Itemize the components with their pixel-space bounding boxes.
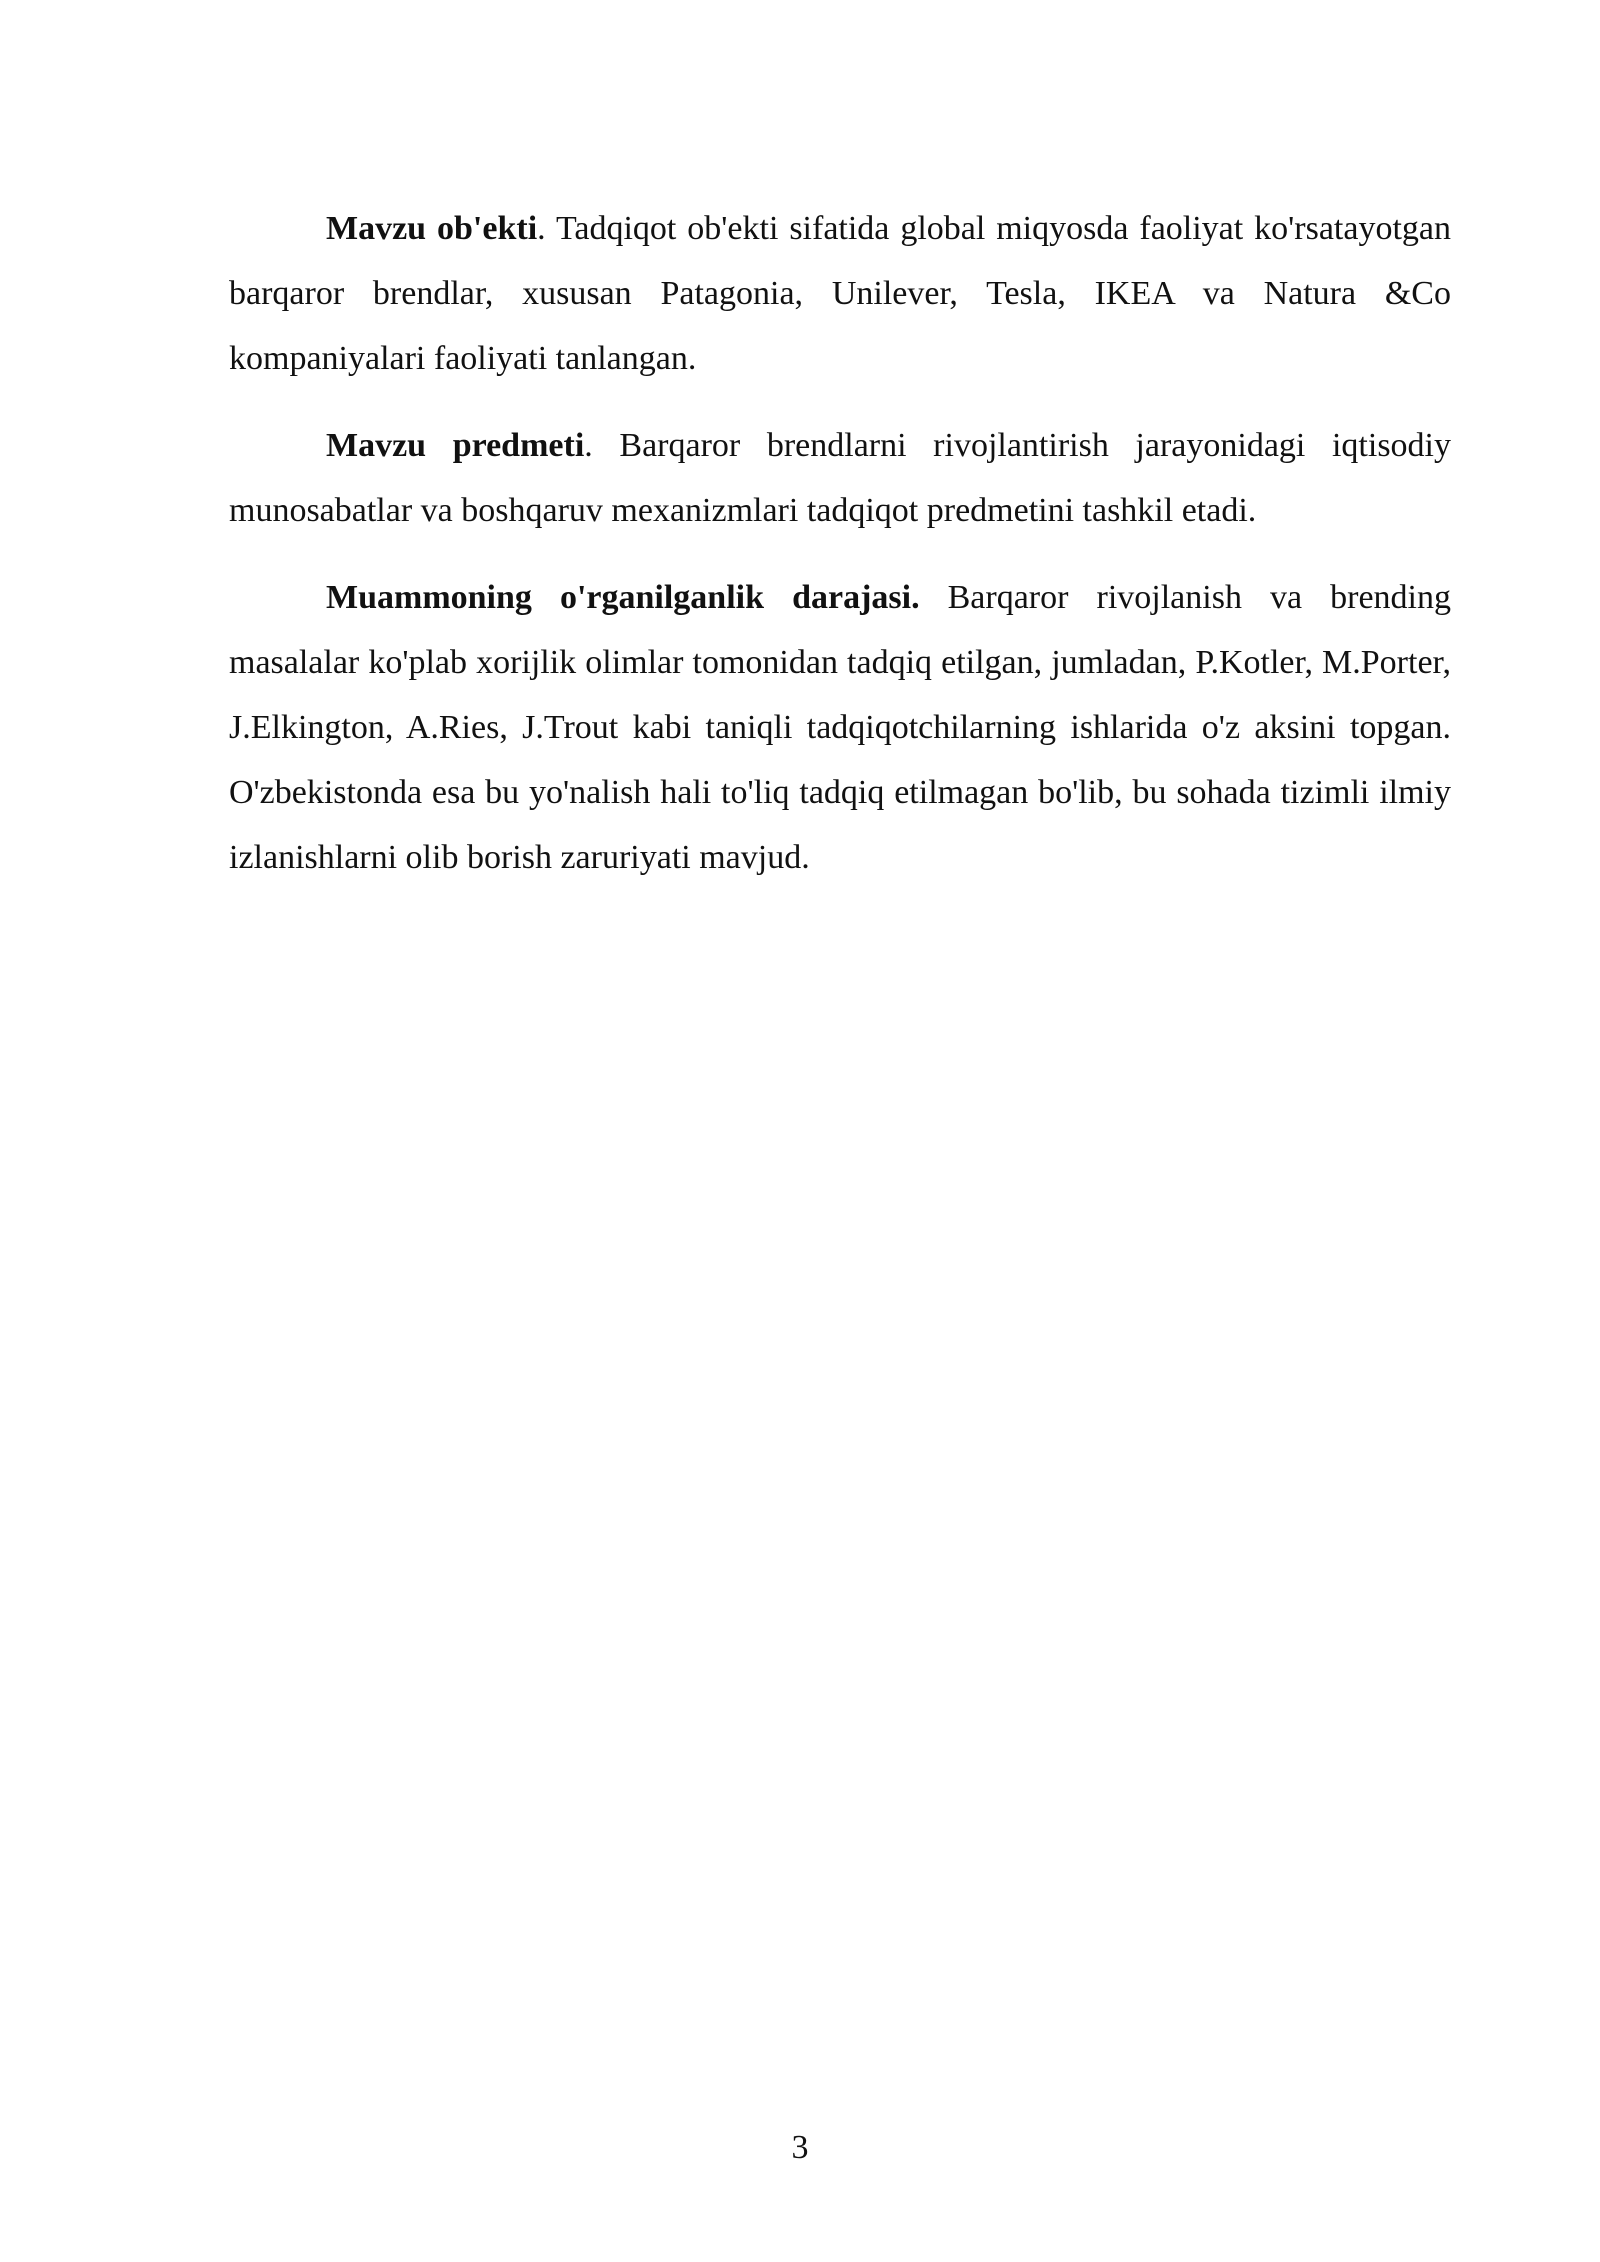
paragraph-research-level	[229, 565, 1451, 890]
paragraph-text: Barqaror brendlarni rivojlantirish jarayonidagi iqtisodiy munosabatlar va boshqaruv mexanizmlari tadqiqot predmetini tashkil etadi.	[229, 427, 1451, 529]
paragraph-heading-trail: .	[584, 427, 593, 464]
body-text	[229, 196, 1451, 912]
paragraph-heading: Muammoning o'rganilganlik darajasi.	[326, 579, 920, 616]
paragraph-heading-trail: .	[537, 210, 546, 247]
paragraph-subject	[229, 413, 1451, 543]
paragraph-object	[229, 196, 1451, 391]
paragraph-heading: Mavzu predmeti	[326, 427, 585, 464]
page-number: 3	[791, 2129, 809, 2166]
paragraph-text: Barqaror rivojlanish va brending masalalar ko'plab xorijlik olimlar tomonidan tadqiq etilgan, jumladan, P.Kotler, M.Porter, J.Elkington, A.Ries, J.Trout kabi taniqli tadqiqotchilarning ishlarida o'z aksini topgan. O'zbekistonda esa bu yo'nalish hali to'liq tadqiq etilmagan bo'lib, bu sohada tizimli ilmiy izlanishlarni olib borish zaruriyati mavjud.	[229, 579, 1451, 876]
paragraph-heading: Mavzu ob'ekti	[326, 210, 538, 247]
paragraph-text: Tadqiqot ob'ekti sifatida global miqyosda faoliyat ko'rsatayotgan barqaror brendlar, xususan Patagonia, Unilever, Tesla, IKEA va Natura &Co kompaniyalari faoliyati tanlangan.	[229, 210, 1451, 377]
